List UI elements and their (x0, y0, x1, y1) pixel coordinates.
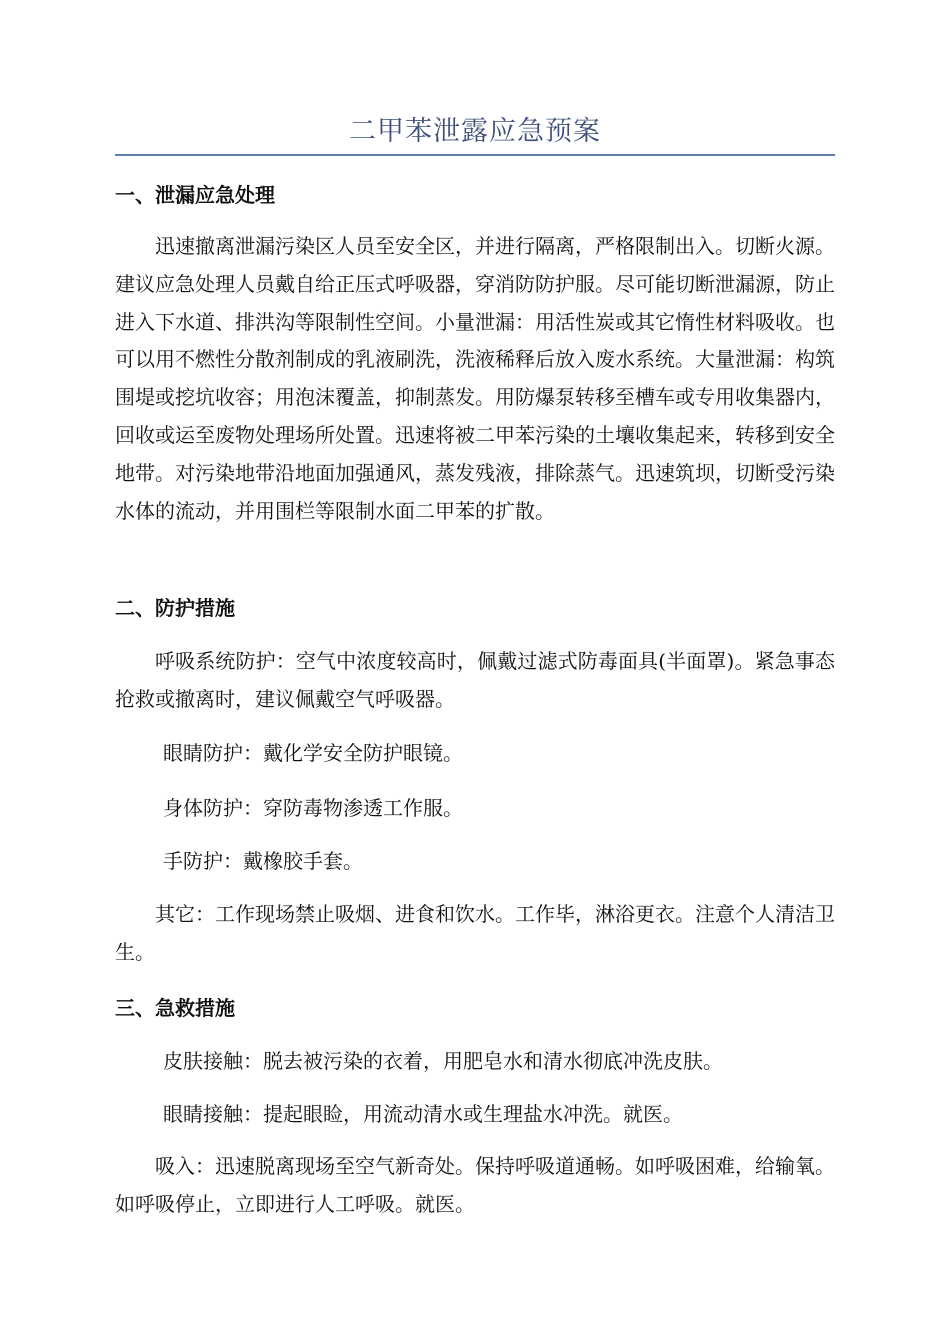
paragraph-body-protection: 身体防护：穿防毒物渗透工作服。 (163, 796, 463, 820)
section-heading-protection: 二、防护措施 (115, 596, 235, 620)
paragraph-inhalation: 吸入：迅速脱离现场至空气新奇处。保持呼吸道通畅。如呼吸困难，给输氧。如呼吸停止，立即进行人工呼吸。就医。 (115, 1154, 835, 1216)
title-underline (115, 154, 835, 156)
document-title: 二甲苯泄露应急预案 (349, 116, 601, 147)
paragraph-eye-contact: 眼睛接触：提起眼睑，用流动清水或生理盐水冲洗。就医。 (163, 1102, 683, 1126)
paragraph-respiratory-protection: 呼吸系统防护：空气中浓度较高时，佩戴过滤式防毒面具(半面罩)。紧急事态抢救或撤离时，建议佩戴空气呼吸器。 (115, 649, 835, 711)
section-heading-first-aid: 三、急救措施 (115, 996, 235, 1020)
paragraph-skin-contact: 皮肤接触：脱去被污染的衣着，用肥皂水和清水彻底冲洗皮肤。 (163, 1049, 723, 1073)
paragraph-leak-response: 迅速撤离泄漏污染区人员至安全区，并进行隔离，严格限制出入。切断火源。建议应急处理人员戴自给正压式呼吸器，穿消防防护服。尽可能切断泄漏源，防止进入下水道、排洪沟等限制性空间。小量泄漏：用活性炭或其它惰性材料吸收。也可以用不燃性分散剂制成的乳液刷洗，洗液稀释后放入废水系统。大量泄漏：构筑围堤或挖坑收容；用泡沫覆盖，抑制蒸发。用防爆泵转移至槽车或专用收集器内，回收或运至废物处理场所处置。迅速将被二甲苯污染的土壤收集起来，转移到安全地带。对污染地带沿地面加强通风，蒸发残液，排除蒸气。迅速筑坝，切断受污染水体的流动，并用围栏等限制水面二甲苯的扩散。 (115, 234, 835, 523)
paragraph-hand-protection: 手防护：戴橡胶手套。 (163, 849, 363, 873)
paragraph-other-protection: 其它：工作现场禁止吸烟、进食和饮水。工作毕，淋浴更衣。注意个人清洁卫生。 (115, 902, 835, 964)
section-heading-leak-response: 一、泄漏应急处理 (115, 183, 275, 207)
paragraph-eye-protection: 眼睛防护：戴化学安全防护眼镜。 (163, 741, 463, 765)
